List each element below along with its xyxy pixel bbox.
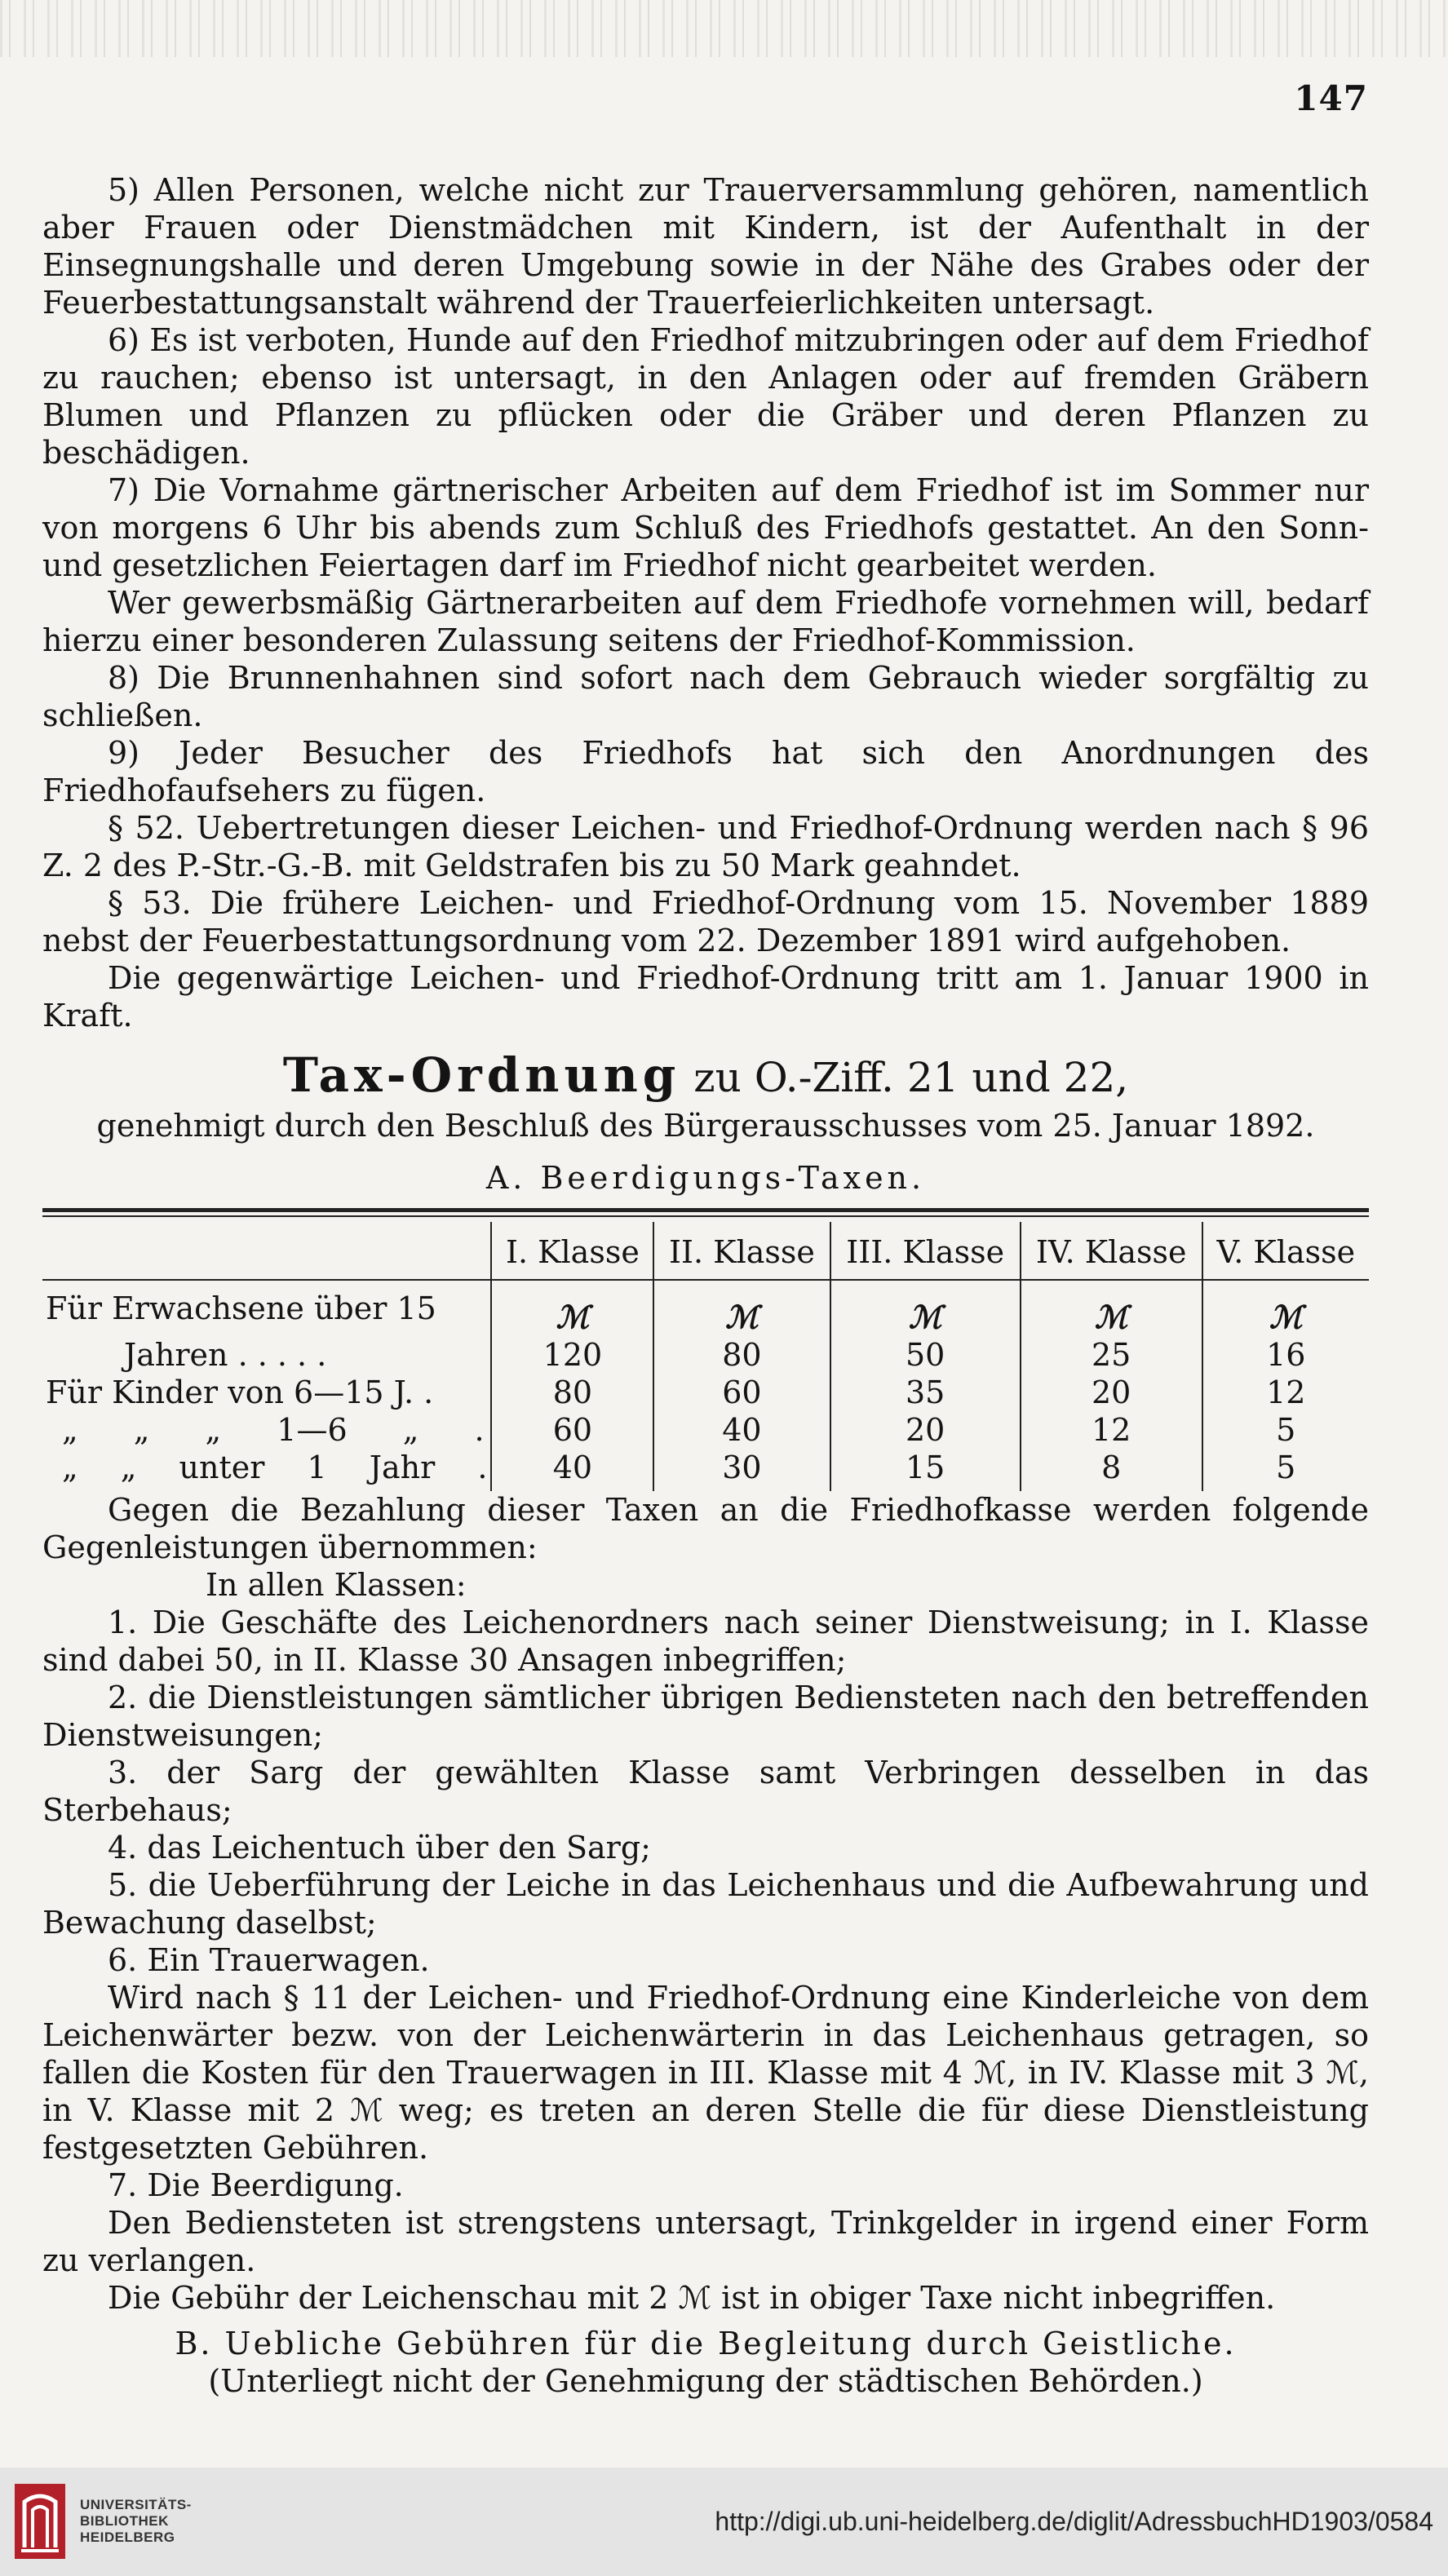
row-label: Für Erwachsene über 15 (46, 1290, 436, 1326)
section-b-heading: B. Uebliche Gebühren für die Begleitung durch Geistliche. (175, 2326, 1237, 2361)
service-inspection-fee: Die Gebühr der Leichenschau mit 2 ℳ ist in obiger Taxe nicht inbegriffen. (108, 2280, 1276, 2316)
table-cell: 30 (653, 1449, 830, 1491)
service-item-4: 4. das Leichentuch über den Sarg; (108, 1830, 651, 1866)
service-item-2: 2. die Dienstleistungen sämtlicher übrigen Bediensteten nach den betreffenden Dienstweisungen; (42, 1680, 1369, 1753)
table-cell: 16 (1202, 1336, 1369, 1374)
table-cell: 60 (491, 1411, 653, 1449)
services-intro: Gegen die Bezahlung dieser Taxen an die Friedhofkasse werden folgende Gegenleistungen übernommen: (42, 1492, 1369, 1565)
table-cell: 8 (1021, 1449, 1202, 1491)
table-cell: 120 (491, 1336, 653, 1374)
library-logo-text (80, 2497, 192, 2546)
table-cell: 5 (1202, 1411, 1369, 1449)
unit-cell: ℳ (830, 1280, 1021, 1336)
header-class-1: I. Klasse (491, 1222, 653, 1280)
row-label: Jahren . . . . . (124, 1337, 327, 1373)
fee-table (42, 1222, 1369, 1491)
logo-line-2: BIBLIOTHEK (80, 2513, 169, 2529)
service-tip-ban: Den Bediensteten ist strengstens untersagt, Trinkgelder in irgend einer Form zu verlangen. (42, 2205, 1369, 2278)
table-cell: 15 (830, 1449, 1021, 1491)
page-number: 147 (1294, 78, 1368, 118)
paragraph-section-52: § 52. Uebertretungen dieser Leichen- und Friedhof-Ordnung werden nach § 96 Z. 2 des P.-Str.-G.-B. mit Geldstrafen bis zu 50 Mark geahndet. (42, 810, 1369, 883)
unit-cell: ℳ (491, 1280, 653, 1336)
unit-cell: ℳ (653, 1280, 830, 1336)
table-row (42, 1374, 1369, 1411)
unit-cell: ℳ (1021, 1280, 1202, 1336)
header-blank (42, 1222, 491, 1280)
library-logo-icon (15, 2484, 65, 2559)
logo-line-1: UNIVERSITÄTS- (80, 2497, 192, 2512)
table-cell: 80 (653, 1336, 830, 1374)
services-heading: In allen Klassen: (206, 1567, 467, 1603)
header-class-2: II. Klasse (653, 1222, 830, 1280)
table-cell: 50 (830, 1336, 1021, 1374)
row-label: „ „ unter 1 Jahr . (62, 1450, 488, 1485)
section-a-heading: A. Beerdigungs-Taxen. (485, 1160, 926, 1196)
table-cell: 40 (653, 1411, 830, 1449)
table-cell: 25 (1021, 1336, 1202, 1374)
paragraph-7: 7) Die Vornahme gärtnerischer Arbeiten auf dem Friedhof ist im Sommer nur von morgens 6 Uhr bis abends zum Schluß des Friedhofs gestattet. An den Sonn- und gesetzlichen Feiertagen darf im Friedhof nicht gearbeitet werden. (42, 472, 1369, 583)
viewer-footer (0, 2468, 1448, 2576)
table-cell: 20 (1021, 1374, 1202, 1411)
header-class-5: V. Klasse (1202, 1222, 1369, 1280)
service-item-7: 7. Die Beerdigung. (108, 2167, 404, 2203)
paragraph-section-53: § 53. Die frühere Leichen- und Friedhof-Ordnung vom 15. November 1889 nebst der Feuerbestattungsordnung vom 22. Dezember 1891 wird aufgehoben. (42, 885, 1369, 958)
service-item-1: 1. Die Geschäfte des Leichenordners nach seiner Dienstweisung; in I. Klasse sind dabei 50, in II. Klasse 30 Ansagen inbegriffen; (42, 1604, 1369, 1678)
fee-table-header (42, 1222, 1369, 1280)
logo-line-3: HEIDELBERG (80, 2530, 175, 2545)
paragraph-6: 6) Es ist verboten, Hunde auf den Friedhof mitzubringen oder auf dem Friedhof zu rauchen; ebenso ist untersagt, in den Anlagen oder auf fremden Gräbern Blumen und Pflanzen zu pflücken oder die Gräber und deren Pflanzen zu beschädigen. (42, 322, 1369, 471)
paragraph-gardener: Wer gewerbsmäßig Gärtnerarbeiten auf dem Friedhofe vornehmen will, bedarf hierzu einer besonderen Zulassung seitens der Friedhof-Kommission. (42, 585, 1369, 658)
service-item-6: 6. Ein Trauerwagen. (108, 1942, 430, 1978)
table-cell: 5 (1202, 1449, 1369, 1491)
tax-order-title-main: Tax-Ordnung (282, 1047, 681, 1103)
table-row (42, 1336, 1369, 1374)
table-row (42, 1449, 1369, 1491)
table-cell: 80 (491, 1374, 653, 1411)
table-cell: 40 (491, 1449, 653, 1491)
paragraph-5: 5) Allen Personen, welche nicht zur Trauerversammlung gehören, namentlich aber Frauen oder Dienstmädchen mit Kindern, ist der Aufenthalt in der Einsegnungshalle und deren Umgebung sowie in der Nähe des Grabes oder der Feuerbestattungsanstalt während der Trauerfeierlichkeiten untersagt. (42, 172, 1369, 321)
paragraph-effective-date: Die gegenwärtige Leichen- und Friedhof-Ordnung tritt am 1. Januar 1900 in Kraft. (42, 960, 1369, 1033)
tax-approval: genehmigt durch den Beschluß des Bürgerausschusses vom 25. Januar 1892. (96, 1108, 1315, 1144)
tax-order-title-rest: zu O.-Ziff. 21 und 22, (693, 1054, 1129, 1101)
permalink-url[interactable]: http://digi.ub.uni-heidelberg.de/diglit/AdressbuchHD1903/0584 (715, 2507, 1433, 2536)
header-class-4: IV. Klasse (1021, 1222, 1202, 1280)
paragraph-9: 9) Jeder Besucher des Friedhofs hat sich den Anordnungen des Friedhofaufsehers zu fügen. (42, 735, 1369, 808)
scan-edge-noise (0, 0, 1448, 57)
table-row (42, 1280, 1369, 1336)
table-cell: 12 (1202, 1374, 1369, 1411)
paragraph-8: 8) Die Brunnenhahnen sind sofort nach dem Gebrauch wieder sorgfältig zu schließen. (42, 660, 1369, 733)
table-cell: 35 (830, 1374, 1021, 1411)
text-column (42, 171, 1369, 2400)
table-top-rule (42, 1208, 1369, 1217)
row-label: Für Kinder von 6—15 J. . (46, 1374, 434, 1410)
table-cell: 12 (1021, 1411, 1202, 1449)
table-cell: 20 (830, 1411, 1021, 1449)
tax-order-title (42, 1049, 1369, 1104)
header-class-3: III. Klasse (830, 1222, 1021, 1280)
section-b-note: (Unterliegt nicht der Genehmigung der städtischen Behörden.) (208, 2363, 1203, 2399)
table-cell: 60 (653, 1374, 830, 1411)
row-label: „ „ „ 1—6 „ . (62, 1412, 485, 1448)
unit-cell: ℳ (1202, 1280, 1369, 1336)
service-child-note: Wird nach § 11 der Leichen- und Friedhof-Ordnung eine Kinderleiche von dem Leichenwärter bezw. von der Leichenwärterin in das Leichenhaus getragen, so fallen die Kosten für den Trauerwagen in III. Klasse mit 4 ℳ, in IV. Klasse mit 3 ℳ, in V. Klasse mit 2 ℳ weg; es treten an deren Stelle die für diese Dienstleistung festgesetzten Gebühren. (42, 1980, 1369, 2166)
service-item-3: 3. der Sarg der gewählten Klasse samt Verbringen desselben in das Sterbehaus; (42, 1755, 1369, 1828)
table-row (42, 1411, 1369, 1449)
service-item-5: 5. die Ueberführung der Leiche in das Leichenhaus und die Aufbewahrung und Bewachung daselbst; (42, 1867, 1369, 1941)
